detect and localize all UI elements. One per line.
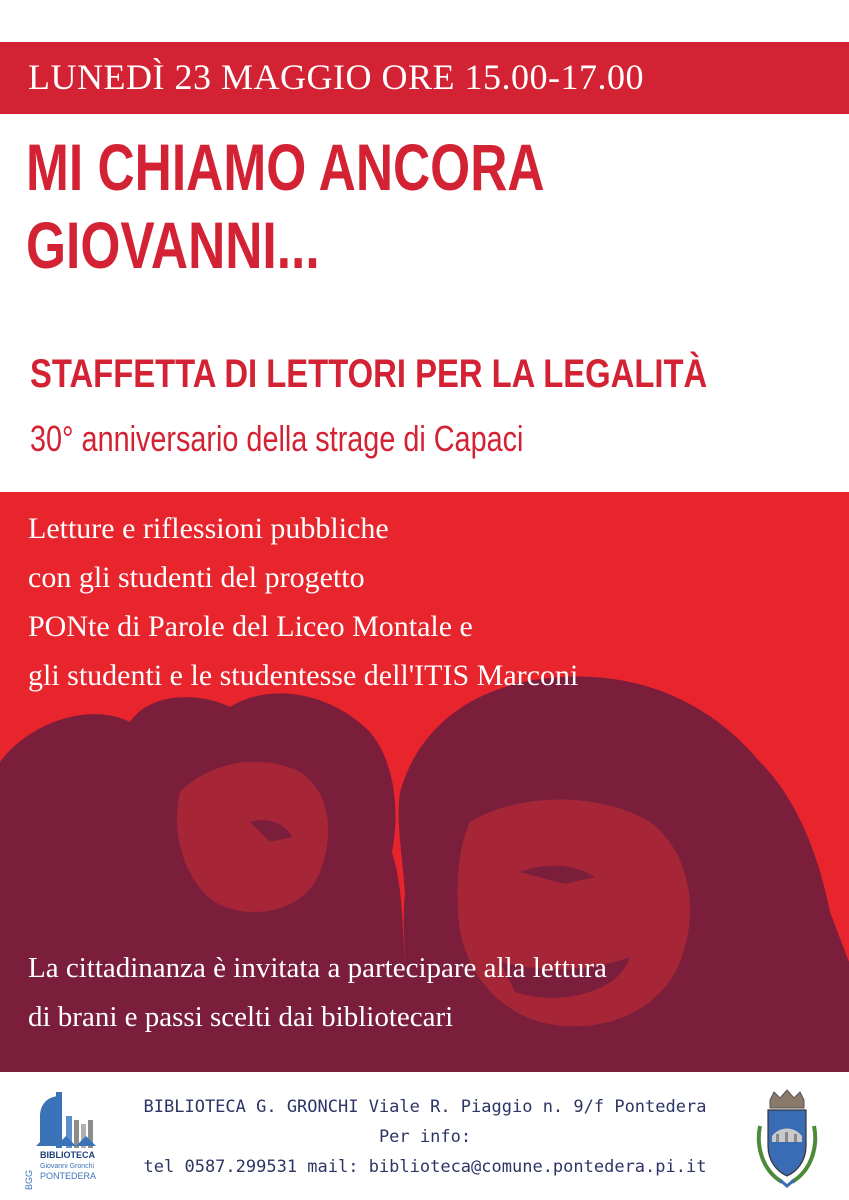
intro-line: PONte di Parole del Liceo Montale e (28, 610, 473, 643)
contact-details: tel 0587.299531 mail: biblioteca@comune.pontedera.pi.it (143, 1157, 707, 1177)
logo-subname: Giovanni Gronchi (40, 1163, 95, 1170)
invite-line: di brani e passi scelti dai bibliotecari (28, 1001, 454, 1033)
invite-line: La cittadinanza è invitata a partecipare alla lettura (28, 952, 607, 984)
library-address: BIBLIOTECA G. GRONCHI Viale R. Piaggio n. 9/f Pontedera (143, 1097, 707, 1117)
municipal-crest-icon (752, 1086, 822, 1190)
date-banner (0, 42, 849, 114)
event-title (26, 128, 545, 284)
logo-name: BIBLIOTECA (40, 1150, 95, 1160)
intro-line: con gli studenti del progetto (28, 561, 365, 594)
invitation-paragraph (28, 944, 607, 1042)
logo-acronym: BGG (24, 1169, 34, 1190)
footer (0, 1072, 849, 1200)
intro-line: Letture e riflessioni pubbliche (28, 512, 389, 545)
event-subtitle: STAFFETTA DI LETTORI PER LA LEGALITÀ (30, 352, 708, 396)
poster-image-panel (0, 492, 849, 1072)
intro-paragraph (28, 504, 578, 700)
event-date-time: LUNEDÌ 23 MAGGIO ORE 15.00-17.00 (28, 57, 644, 97)
logo-city: PONTEDERA (40, 1171, 97, 1181)
anniversary-line: 30° anniversario della strage di Capaci (30, 418, 524, 459)
intro-line: gli studenti e le studentesse dell'ITIS Marconi (28, 659, 579, 692)
title-line-2: GIOVANNI... (26, 208, 320, 282)
library-logo-icon (26, 1086, 114, 1194)
info-label: Per info: (378, 1127, 472, 1147)
contact-info (130, 1092, 720, 1182)
title-line-1: MI CHIAMO ANCORA (26, 130, 545, 204)
